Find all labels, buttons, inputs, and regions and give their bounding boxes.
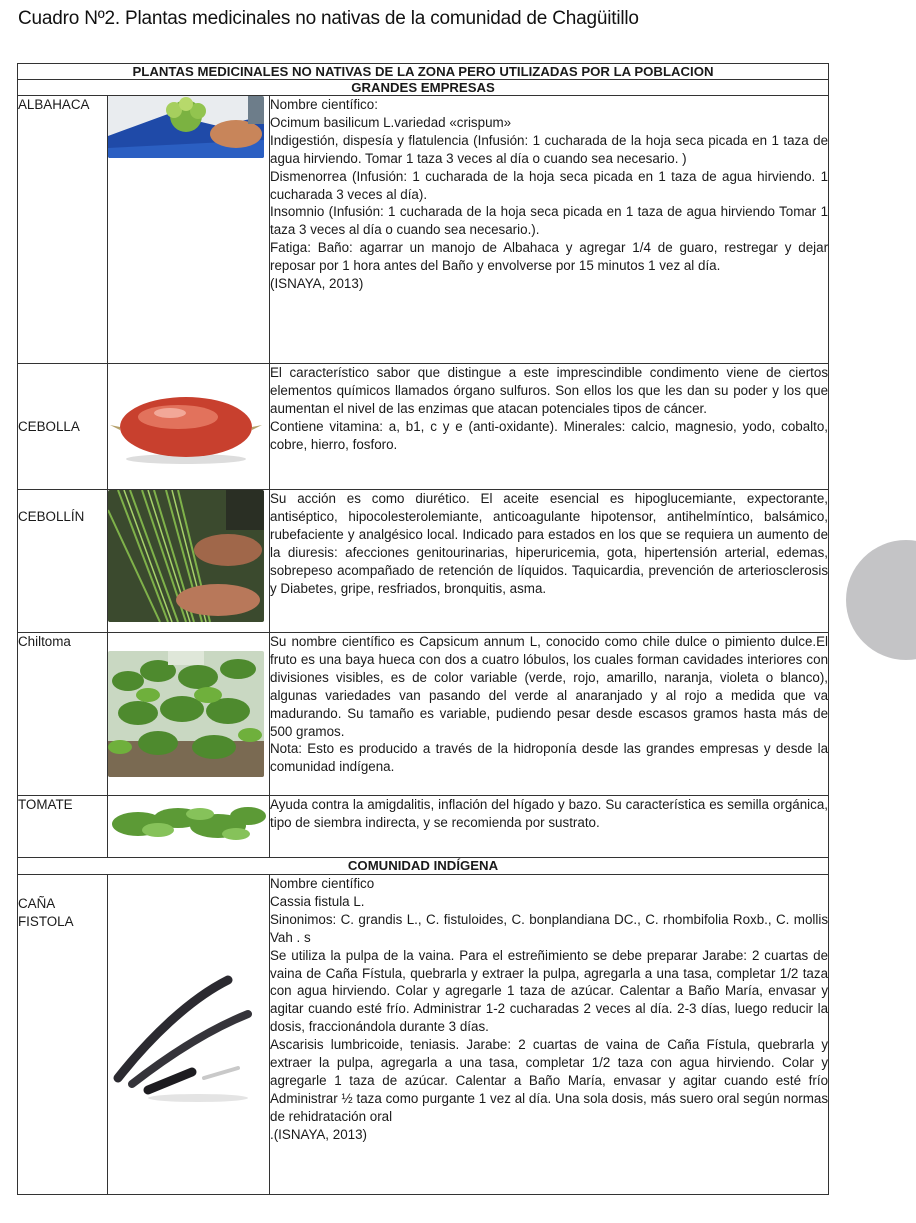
desc-paragraph: Su acción es como diurético. El aceite esencial es hipoglucemiante, expectorante, antiséptico, hipocolesterolemiante, anticoagulante hipotensor, antihelmíntico, balsámico, rubefaciente y analgésico local. Indicado para estados en los que se requiera un aumento de la diuresis: afecciones genitourinarias, hiperuricemia, gota, hipertensión arterial, edemas, sobrepeso acompañado de retención de líquidos. Taquicardia, prevención de arteriosclerosis y Diabetes, gripe, resfriados, bronquitis, asma. bbox=[270, 491, 829, 596]
tomate-photo bbox=[108, 796, 268, 854]
section-header-row bbox=[18, 80, 829, 96]
plant-description-cebollin bbox=[270, 490, 829, 633]
plant-description-cebolla bbox=[270, 364, 829, 490]
page-title: Cuadro Nº2. Plantas medicinales no nativas de la comunidad de Chagüitillo bbox=[18, 8, 639, 29]
desc-paragraph: Nota: Esto es producido a través de la hidroponía desde las grandes empresas y desde la comunidad indígena. bbox=[270, 741, 829, 775]
desc-paragraph: Ascarisis lumbricoide, teniasis. Jarabe: 2 cuartas de vaina de Caña Fístula, quebrarla y extraer la pulpa, agregarla a una tasa, completar 1/2 taza con agua hirviendo. Colar y agregarle 1 taza de azúcar. Calentar a Baño María, envasar y agitar cuando esté frío Administrar ½ taza como purgante 1 vez al día. Una sola dosis, más suero oral según normas de rehidratación oral bbox=[270, 1037, 829, 1124]
desc-paragraph: Nombre científico bbox=[270, 876, 375, 891]
plant-name-chiltoma: Chiltoma bbox=[18, 633, 108, 796]
table-row bbox=[18, 633, 829, 796]
plant-image-cell bbox=[108, 490, 270, 633]
chiltoma-photo bbox=[108, 651, 264, 777]
table-row bbox=[18, 796, 829, 858]
plant-image-cell bbox=[108, 96, 270, 364]
desc-paragraph: Cassia fistula L. bbox=[270, 893, 365, 909]
desc-paragraph: .(ISNAYA, 2013) bbox=[270, 1126, 367, 1142]
plant-description-tomate bbox=[270, 796, 829, 858]
desc-paragraph: Insomnio (Infusión: 1 cucharada de la hoja seca picada en 1 taza de agua hirviendo Tomar 1 taza 3 veces al día o cuando sea necesario.). bbox=[270, 204, 829, 238]
desc-paragraph: Fatiga: Baño: agarrar un manojo de Albahaca y agregar 1/4 de guaro, restregar y dejar reposar por 1 hora antes del Baño y envolverse por 15 minutos 1 vez al día. bbox=[270, 240, 829, 274]
table-main-header-row bbox=[18, 64, 829, 80]
section-header-comunidad-indigena: COMUNIDAD INDÍGENA bbox=[18, 858, 829, 875]
section-header-grandes-empresas: GRANDES EMPRESAS bbox=[18, 80, 829, 96]
table-row bbox=[18, 364, 829, 490]
table-row bbox=[18, 875, 829, 1195]
desc-paragraph: (ISNAYA, 2013) bbox=[270, 276, 364, 292]
plant-image-cell bbox=[108, 364, 270, 490]
table-row bbox=[18, 490, 829, 633]
desc-paragraph: Nombre científico: bbox=[270, 97, 378, 112]
desc-paragraph: Ocimum basilicum L.variedad «crispum» bbox=[270, 114, 512, 130]
cana-fistola-photo bbox=[108, 960, 264, 1110]
side-tab-marker bbox=[846, 540, 916, 660]
plants-table bbox=[17, 63, 829, 1195]
desc-paragraph: Ayuda contra la amigdalitis, inflación del hígado y bazo. Su característica es semilla orgánica, tipo de siembra indirecta, y se recomienda por sustrato. bbox=[270, 797, 829, 830]
plant-name-tomate: TOMATE bbox=[18, 796, 108, 858]
table-row bbox=[18, 96, 829, 364]
plant-description-chiltoma bbox=[270, 633, 829, 796]
plant-name-cebolla: CEBOLLA bbox=[18, 364, 108, 490]
cebolla-photo bbox=[108, 387, 264, 467]
plant-description-albahaca bbox=[270, 96, 829, 364]
desc-paragraph: Dismenorrea (Infusión: 1 cucharada de la hoja seca picada en 1 taza de agua hirviendo. 1 cucharada 3 veces al día). bbox=[270, 168, 829, 202]
section-header-row bbox=[18, 858, 829, 875]
plant-name-albahaca: ALBAHACA bbox=[18, 96, 108, 364]
plant-name-cana-fistola: CAÑA FISTOLA bbox=[18, 875, 108, 1195]
table-main-header: PLANTAS MEDICINALES NO NATIVAS DE LA ZONA PERO UTILIZADAS POR LA POBLACION bbox=[18, 64, 829, 80]
plant-image-cell bbox=[108, 633, 270, 796]
plant-image-cell bbox=[108, 796, 270, 858]
desc-paragraph: Se utiliza la pulpa de la vaina. Para el estreñimiento se debe preparar Jarabe: 2 cuartas de vaina de Caña Fístula, quebrarla y extraer la pulpa, agregarla a una tasa, completar 1/2 taza con agua hirviendo. Colar y agregarle 1 taza de azúcar. Calentar a Baño María, envasar y agitar cuando esté frío. Administrar 1-2 cucharadas 2 veces al día. 2-3 días, luego reducir la dosis, fraccionándola durante 3 días. bbox=[270, 947, 829, 1035]
albahaca-photo bbox=[108, 96, 264, 158]
desc-paragraph: Sinonimos: C. grandis L., C. fistuloides, C. bonplandiana DC., C. rhombifolia Roxb., C. mollis Vah . s bbox=[270, 911, 829, 945]
desc-paragraph: Su nombre científico es Capsicum annum L, conocido como chile dulce o pimiento dulce.El fruto es una baya hueca con dos a cuatro lóbulos, los cuales forman cavidades interiores con divisiones visibles, es de color variable (verde, rojo, amarillo, naranja, violeta o blanco), algunas variedades van pasando del verde al anaranjado y al rojo a medida que va madurando. Su tamaño es variable, pudiendo pesar desde escasos gramos hasta más de 500 gramos. bbox=[270, 634, 829, 739]
plant-image-cell bbox=[108, 875, 270, 1195]
desc-paragraph: Contiene vitamina: a, b1, c y e (anti-oxidante). Minerales: calcio, magnesio, yodo, cobalto, cobre, hierro, fosforo. bbox=[270, 418, 829, 452]
desc-paragraph: Indigestión, dispesía y flatulencia (Infusión: 1 cucharada de la hoja seca picada en 1 taza de agua hirviendo. Tomar 1 taza 3 veces al día o cuando sea necesario. ) bbox=[270, 132, 829, 166]
plant-name-cebollin: CEBOLLÍN bbox=[18, 490, 108, 633]
desc-paragraph: El característico sabor que distingue a este imprescindible condimento viene de ciertos elementos químicos llamados órgano sulfuros. Son ellos los que les dan su poder y los que aumentan el nivel de las enzimas que atacan potenciales tipos de cáncer. bbox=[270, 365, 829, 416]
plant-description-cana-fistola bbox=[270, 875, 829, 1195]
cebollin-photo bbox=[108, 490, 264, 622]
